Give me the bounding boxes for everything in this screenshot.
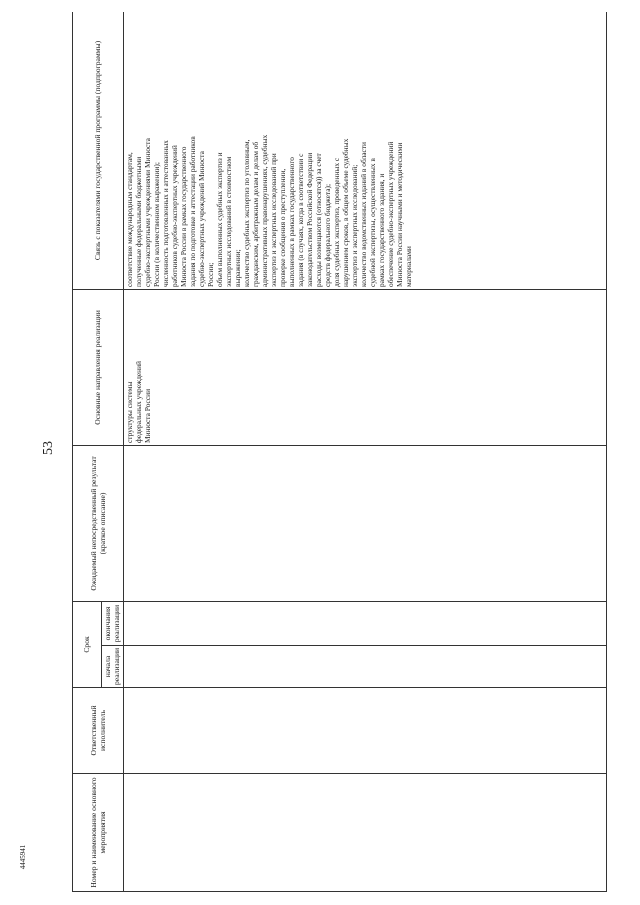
text-line: законодательством Российской Федерации <box>305 152 315 287</box>
cell-indicators-link <box>123 12 606 289</box>
text-line: экспертиз и экспертных исследований при <box>269 153 278 287</box>
text-line: судебно-экспертных учреждений Минюста <box>196 151 206 287</box>
text-line: структуры системы <box>124 381 134 443</box>
text-line: количество судебных экспертиз по уголовным, <box>241 139 251 287</box>
text-line: задания по подготовке и аттестации работников <box>187 136 197 287</box>
cell-measure-number <box>123 774 606 892</box>
text-line: выполненных в рамках государственного <box>287 157 297 287</box>
cell-term-start <box>123 646 606 688</box>
text-line: экспертиз и экспертных исследований; <box>350 164 360 287</box>
header-main-directions: Основные направления реализации <box>73 289 124 445</box>
text-line: выражении; <box>232 249 242 287</box>
text-line: экспертных исследований в стоимостном <box>223 156 233 287</box>
cell-expected-result <box>123 445 606 601</box>
text-line: федеральных учреждений <box>133 361 143 443</box>
text-line: обеспечение судебно-экспертных учреждений <box>386 141 396 287</box>
text-line: средств федерального бюджета); <box>323 183 333 287</box>
header-term-start: начала реализации <box>102 646 124 688</box>
text-line: проверке сообщения о преступлении, <box>278 168 288 287</box>
text-line: Минюста России в рамках государственного <box>178 146 188 287</box>
program-table <box>72 12 607 892</box>
header-measure-number: Номер и наименование основного мероприятия <box>73 774 124 892</box>
page-number: 53 <box>41 441 56 455</box>
header-expected-result: Ожидаемый непосредственный результат (краткое описание) <box>73 445 124 601</box>
text-line: административных правонарушениях, судебных <box>259 134 269 287</box>
text-line: Минюста России научными и методическими <box>395 142 405 287</box>
text-line: гражданским, арбитражным делам и делам об <box>250 141 260 287</box>
text-line: соответствие международным стандартам, <box>124 152 134 287</box>
text-line: судебной экспертизы, осуществленных в <box>368 158 378 287</box>
header-responsible: Ответственный исполнитель <box>73 688 124 774</box>
text-line: России; <box>205 262 215 287</box>
text-line: рамках государственного задания, и <box>377 173 387 287</box>
rotated-table-area <box>72 12 632 892</box>
text-line: полученные федеральными бюджетными <box>133 156 143 287</box>
text-line: работников судебно-экспертных учреждений <box>169 145 179 287</box>
cell-term-end <box>123 601 606 645</box>
text-line: расходы возмещаются (относятся)) за счет <box>314 153 324 287</box>
text-line: судебно-экспертными учреждениями Минюста <box>142 138 152 287</box>
header-indicators-link: Связь с показателями государственной программы (подпрограммы) <box>73 12 124 289</box>
text-line: нарушением сроков, в общем объеме судебных <box>341 138 351 287</box>
cell-main-directions <box>123 289 606 445</box>
document-id: 4445941 <box>19 844 27 870</box>
text-line: материалами <box>404 246 414 287</box>
text-line: объем выполненных судебных экспертиз и <box>214 152 224 287</box>
text-line: численность подготовленных и аттестованных <box>160 140 170 287</box>
text-line: количество ведомственных изданий в области <box>359 142 369 287</box>
header-term-end: окончания реализации <box>102 601 124 645</box>
header-term: Срок <box>73 601 102 687</box>
text-line: задания (в случаях, когда в соответствии с <box>296 153 306 287</box>
table-row <box>123 12 606 892</box>
cell-responsible <box>123 688 606 774</box>
text-line: Минюста России <box>142 388 152 443</box>
text-line: доля судебных экспертиз, проведенных с <box>332 157 342 287</box>
text-line: России (в количественном выражении); <box>151 162 161 287</box>
